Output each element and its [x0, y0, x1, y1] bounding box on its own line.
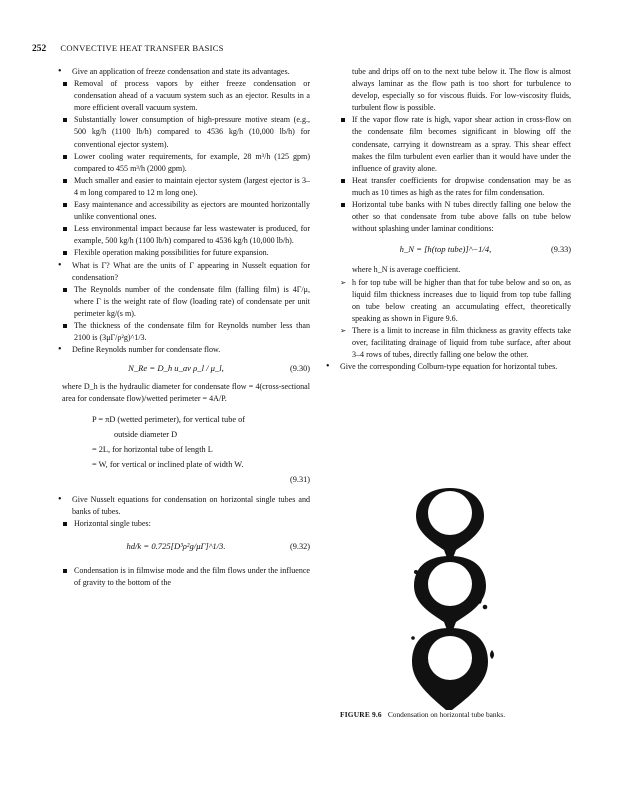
right-column [340, 66, 571, 373]
question-colburn: • Give the corresponding Colburn-type equation for horizontal tubes. [330, 361, 571, 373]
figure-caption-text: Condensation on horizontal tube banks. [387, 710, 506, 719]
equation-line: = W, for vertical or inclined plate of width W. [92, 459, 244, 469]
list-item: Less environmental impact because far less wastewater is produced, for example, 500 kg/h (1100 lb/h) compared to 4536 kg/h (10,000 lb/h). [62, 223, 310, 247]
tube-middle [414, 556, 486, 630]
list-item: Heat transfer coefficients for dropwise condensation may be as much as 10 times as high as the rates for film condensation. [340, 175, 571, 199]
tube-top [416, 488, 484, 558]
equation-line: = 2L, for horizontal tube of length L [92, 444, 213, 454]
arrow-item: ➢ There is a limit to increase in film thickness as gravity effects take over, facilitating drainage of liquid from tube surface, after about 3–4 rows of tubes, directly falling one below the other. [340, 325, 571, 361]
list-item: Horizontal tube banks with N tubes directly falling one below the other so that condensate from tube above falls on tube below without splashing under laminar conditions: [340, 199, 571, 235]
tube-bank-figure [380, 486, 520, 716]
figure-label: FIGURE 9.6 [340, 710, 382, 719]
page-number: 252 [32, 44, 47, 54]
equation-body: h_N = [h(top tube)]^−1/4, [399, 244, 492, 255]
where-hydraulic-diameter: where D_h is the hydraulic diameter for condensate flow = 4(cross-sectional area for condensate flow)/wetted perimeter = 4A/P. [62, 382, 310, 404]
tube-bottom [412, 628, 488, 710]
equation-9-31 [62, 414, 310, 471]
equation-9-33 [340, 243, 571, 256]
question-gamma: • What is Γ? What are the units of Γ appearing in Nusselt equation for condensation? [62, 260, 310, 284]
list-item: Much smaller and easier to maintain ejector system (largest ejector is 3–4 m long compared to 12 m long one). [62, 175, 310, 199]
list-item: Easy maintenance and accessibility as ejectors are mounted horizontally unlike conventional ones. [62, 199, 310, 223]
left-column [62, 66, 310, 590]
equation-line: P = πD (wetted perimeter), for vertical tube of [92, 414, 246, 424]
where-average-coefficient: where h_N is average coefficient. [352, 265, 461, 275]
list-item: The thickness of the condensate film for Reynolds number less than 2100 is (3μΓ/ρ²g)^1/3. [62, 320, 310, 344]
list-item: Flexible operation making possibilities for future expansion. [62, 247, 310, 259]
equation-number: (9.33) [550, 245, 571, 255]
figure-caption [340, 710, 571, 719]
question-reynolds: • Define Reynolds number for condensate flow. [62, 344, 310, 356]
page-header [32, 43, 224, 54]
equation-number: (9.30) [289, 364, 310, 374]
equation-9-32 [62, 540, 310, 553]
equation-line: outside diameter D [114, 429, 178, 439]
list-item: Substantially lower consumption of high-pressure motive steam (e.g., 500 kg/h (1100 lb/h) compared to 4536 kg/h (10,000 lb/h) for conventional ejector system). [62, 114, 310, 150]
running-title: CONVECTIVE HEAT TRANSFER BASICS [60, 43, 224, 53]
question-nusselt: • Give Nusselt equations for condensation on horizontal single tubes and banks of tubes. [62, 494, 310, 518]
question-freeze-condensation: • Give an application of freeze condensation and state its advantages. [62, 66, 310, 78]
equation-number: (9.31) [289, 474, 310, 484]
equation-9-30 [62, 362, 310, 375]
list-item: Removal of process vapors by either freeze condensation or condensation ahead of a vacuum system such as an ejector. Results in a more efficient overall vacuum system. [62, 78, 310, 114]
list-item: Horizontal single tubes: [62, 518, 310, 530]
list-item: Lower cooling water requirements, for example, 28 m³/h (125 gpm) compared to 455 m³/h (2000 gpm). [62, 151, 310, 175]
equation-number: (9.32) [289, 542, 310, 552]
list-item: The Reynolds number of the condensate film (falling film) is 4Γ/μ, where Γ is the weight rate of flow (loading rate) of condensate per unit perimeter kg/(s m). [62, 284, 310, 320]
continued-paragraph: tube and drips off on to the next tube below it. The flow is almost always laminar as the flow path is too short for turbulence to develop, especially so for viscous fluids. For low-viscosity fluids, turbulent flow is possible. [352, 67, 571, 113]
equation-body: N_Re = D_h u_av ρ_l / μ_l, [128, 363, 224, 374]
arrow-item: ➢ h for top tube will be higher than that for tube below and so on, as liquid film thickness increases due to liquid from top tube falling on tube below creating an accumulating effect, theoretically speaking as shown in Figure 9.6. [340, 277, 571, 325]
equation-body: hd/k = 0.725[D³ρ²g/μΓ]^1/3. [126, 541, 226, 552]
list-item: Condensation is in filmwise mode and the film flows under the influence of gravity to the bottom of the [62, 565, 310, 589]
list-item: If the vapor flow rate is high, vapor shear action in cross-flow on the condensate film becomes significant in blowing off the condensate, carrying it downstream as a spray. This shear effect makes the film turbulent even earlier than it would have under the influence of gravity alone. [340, 114, 571, 174]
